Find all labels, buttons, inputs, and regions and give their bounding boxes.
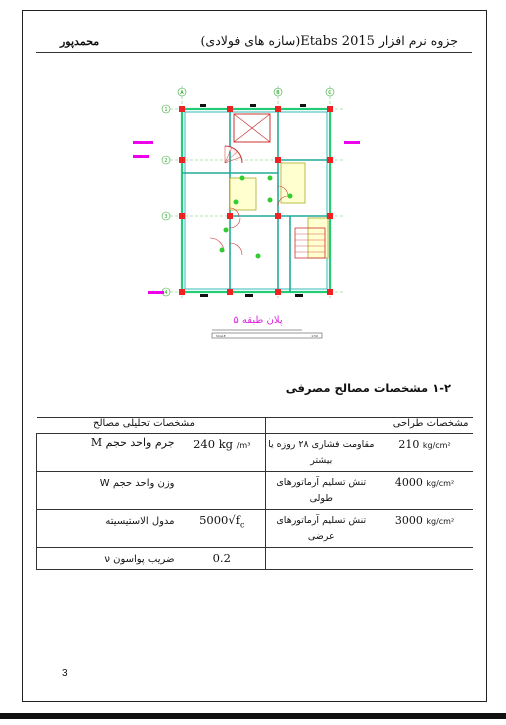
- plan-scale-value: 1:50: [311, 334, 318, 338]
- design-value: 4000: [394, 476, 423, 489]
- design-unit: kg/cm²: [426, 479, 455, 488]
- design-properties-header: مشخصات طراحی: [377, 418, 473, 434]
- header-divider: [36, 52, 472, 53]
- table-header-row: [37, 418, 473, 434]
- design-value: 3000: [394, 514, 423, 527]
- analysis-properties-header: مشخصات تحلیلی مصالح: [37, 418, 266, 434]
- axis-label-C: C: [328, 90, 332, 96]
- table-row: [37, 510, 473, 548]
- analysis-label: جرم واحد حجم M: [37, 434, 179, 472]
- page-number: 3: [62, 668, 68, 679]
- analysis-unit: /m³: [236, 441, 251, 450]
- design-unit: kg/cm²: [426, 517, 455, 526]
- design-value: 210: [398, 438, 420, 451]
- design-label: مقاومت فشاری ۲۸ روزه یا بیشتر: [266, 434, 377, 472]
- floor-plan-drawing: [130, 78, 376, 346]
- title-suffix: (سازه های فولادی): [200, 33, 301, 48]
- section-heading: ۱-۲ مشخصات مصالح مصرفی: [285, 381, 451, 395]
- author-name: محمدپور: [60, 35, 100, 48]
- title-prefix: جزوه نرم افزار: [374, 33, 458, 48]
- design-unit: kg/cm²: [422, 441, 451, 450]
- analysis-label: وزن واحد حجم W: [37, 472, 179, 510]
- table-row: [37, 472, 473, 510]
- document-title: [201, 33, 458, 49]
- design-label: تنش تسلیم آرماتورهای عرضی: [266, 510, 377, 548]
- axis-label-4: 4: [164, 290, 168, 296]
- axis-label-B: B: [276, 90, 280, 96]
- axis-label-2: 2: [164, 158, 168, 164]
- table-row: [37, 548, 473, 570]
- material-properties-table: [36, 417, 473, 570]
- axis-label-A: A: [180, 90, 184, 96]
- analysis-label: ضریب پواسون ν: [37, 548, 179, 570]
- title-software: Etabs 2015: [300, 34, 375, 49]
- analysis-value: 5000√f: [199, 513, 240, 527]
- plan-caption: پلان طبقه ۵: [233, 315, 283, 326]
- table-row: [37, 434, 473, 472]
- analysis-label: مدول الاستیسیته: [37, 510, 179, 548]
- analysis-value: 240 kg: [193, 437, 234, 451]
- axis-label-1: 1: [164, 107, 168, 113]
- analysis-unit: c: [239, 520, 245, 530]
- analysis-value: 0.2: [212, 551, 231, 565]
- design-label: تنش تسلیم آرماتورهای طولی: [266, 472, 377, 510]
- bottom-rule: [0, 713, 506, 719]
- axis-label-3: 3: [164, 214, 168, 220]
- plan-scale-label: SCALE: [216, 334, 226, 338]
